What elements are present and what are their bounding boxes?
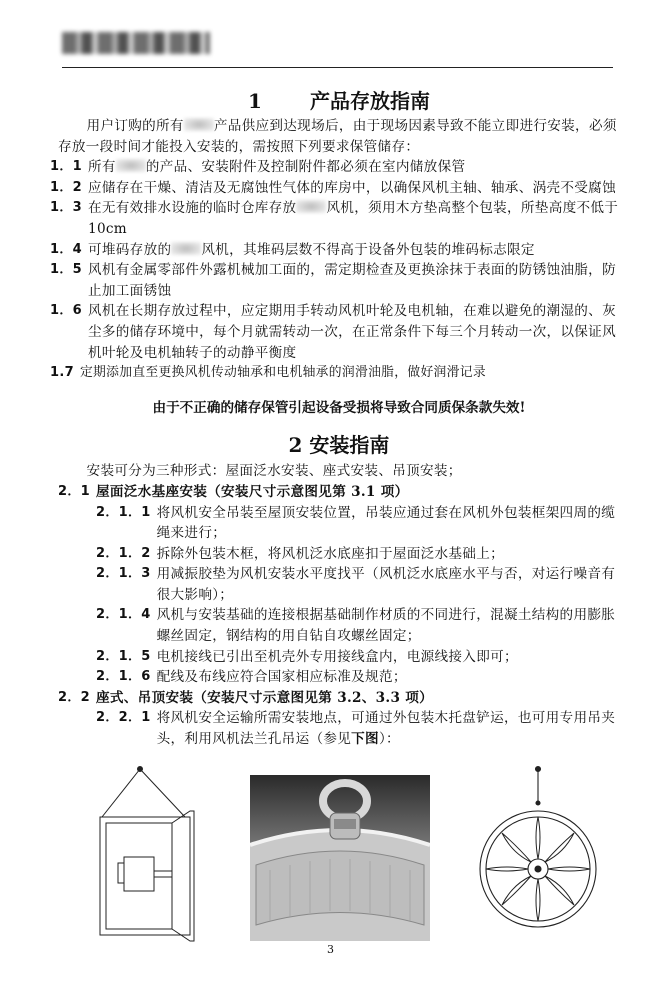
item-number: 1．4 (50, 241, 82, 257)
list-item (50, 178, 620, 199)
warning-note: 由于不正确的储存保管引起设备受损将导致合同质保条款失效! (152, 399, 526, 416)
page-content (50, 88, 620, 750)
section1-heading (58, 88, 620, 114)
item-text: 所有 (88, 159, 116, 176)
section1-number: 1 (248, 89, 262, 113)
list-item (50, 301, 620, 363)
list-item (50, 260, 620, 301)
item-text-b: 风机，须用木方垫高整个包装，所垫高度不低于 10cm (88, 200, 619, 237)
list-item (96, 503, 620, 544)
item-number: 1.7 (50, 365, 74, 381)
item-number: 2．1．2 (96, 545, 151, 561)
list-item (96, 708, 620, 749)
item-text: 将风机安全运输所需安装地点，可通过外包装木托盘铲运，也可用专用吊夹头，利用风机法兰孔吊运（参见 (156, 710, 616, 748)
item-text: 风机有金属零部件外露机械加工面的，需定期检查及更换涂抹于表面的防锈蚀油脂，防止加工面锈蚀 (88, 262, 616, 299)
list-item (50, 363, 620, 384)
figures-row (90, 765, 610, 945)
subsection-2-2 (58, 688, 620, 709)
item-number: 1．5 (50, 262, 82, 278)
redacted-brand (116, 159, 146, 172)
lifting-eye-photo (250, 775, 430, 941)
item-text: 电机接线已引出至机壳外专用接线盒内，电源线接入即可； (156, 648, 518, 665)
list-item (50, 157, 620, 178)
intro-text-a: 用户订购的所有 (86, 118, 184, 134)
header-rule (62, 67, 613, 68)
intro-text-b: 产品供应到达现场后，由于现场因素导致不能立即进行安装，必须存放一段时间才能投入安装的，需按照下列要求保管储存： (58, 118, 617, 155)
section2-intro: 安装可分为三种形式：屋面泛水安装、座式安装、吊顶安装； (86, 463, 462, 480)
subsection-2-1 (58, 482, 620, 503)
item-text-c: ）： (378, 731, 400, 748)
item-text: 用减振胶垫为风机安装水平度找平（风机泛水底座水平与否，对运行噪音有很大影响）； (156, 566, 616, 603)
page-number: 3 (327, 943, 334, 956)
list-item (96, 667, 620, 688)
item-text: 风机与安装基础的连接根据基础制作材质的不同进行，混凝土结构的用膨胀螺丝固定，钢结构的用自钻自攻螺丝固定； (156, 607, 616, 645)
item-number: 1．6 (50, 303, 82, 319)
item-number: 1．1 (50, 159, 82, 175)
item-text: 配线及布线应符合国家相应标准及规范； (156, 669, 407, 686)
redacted-brand (171, 242, 201, 255)
fan-front-view-diagram (478, 765, 598, 945)
item-text: 应储存在干燥、清洁及无腐蚀性气体的库房中，以确保风机主轴、轴承、涡壳不受腐蚀 (88, 179, 616, 196)
item-text: 风机在长期存放过程中，应定期用手转动风机叶轮及电机轴，在难以避免的潮湿的、灰尘多的储存环境中，每个月就需转动一次，在正常条件下每三个月转动一次，以保证风机叶轮及电机轴转子的动静平衡度 (88, 303, 616, 361)
item-text: 定期添加直至更换风机传动轴承和电机轴承的润滑油脂，做好润滑记录 (79, 365, 486, 381)
item-number: 1．3 (50, 200, 82, 216)
section1-title: 产品存放指南 (309, 89, 430, 113)
item-text-b: 风机，其堆码层数不得高于设备外包装的堆码标志限定 (201, 241, 535, 258)
item-text-b: 的产品、安装附件及控制附件都必须在室内储放保管 (145, 159, 466, 176)
list-item (96, 564, 620, 605)
subsection-title: 屋面泛水基座安装（安装尺寸示意图见第 3.1 项） (96, 483, 409, 500)
list-item (50, 240, 620, 261)
subsection-title: 座式、吊顶安装（安装尺寸示意图见第 3.2、3.3 项） (96, 689, 434, 706)
list-item (96, 605, 620, 646)
item-text: 在无有效排水设施的临时仓库存放 (88, 200, 297, 217)
item-text: 将风机安全吊装至屋顶安装位置，吊装应通过套在风机外包装框架四周的缆绳来进行； (156, 504, 616, 542)
item-number: 2．1．6 (96, 669, 151, 685)
fan-hoisting-diagram (90, 765, 230, 945)
item-number: 2．1．1 (96, 504, 151, 520)
redacted-brand (296, 200, 326, 213)
list-item (96, 647, 620, 668)
subsection-number: 2．1 (58, 483, 90, 499)
subsection-number: 2．2 (58, 689, 90, 705)
item-number: 2．1．3 (96, 566, 151, 582)
section2-title: 2 安装指南 (288, 433, 390, 458)
see-figure-link: 下图 (351, 731, 379, 748)
item-number: 1．2 (50, 179, 82, 195)
section1-intro (58, 116, 620, 157)
item-number: 2．1．4 (96, 607, 151, 623)
item-text: 可堆码存放的 (88, 241, 172, 258)
item-number: 2．1．5 (96, 648, 151, 664)
redacted-brand (184, 118, 214, 131)
item-text: 拆除外包装木框，将风机泛水底座扣于屋面泛水基础上； (156, 545, 504, 562)
list-item (50, 198, 620, 239)
list-item (96, 544, 620, 565)
item-number: 2．2．1 (96, 710, 151, 726)
header-logo (62, 32, 210, 54)
